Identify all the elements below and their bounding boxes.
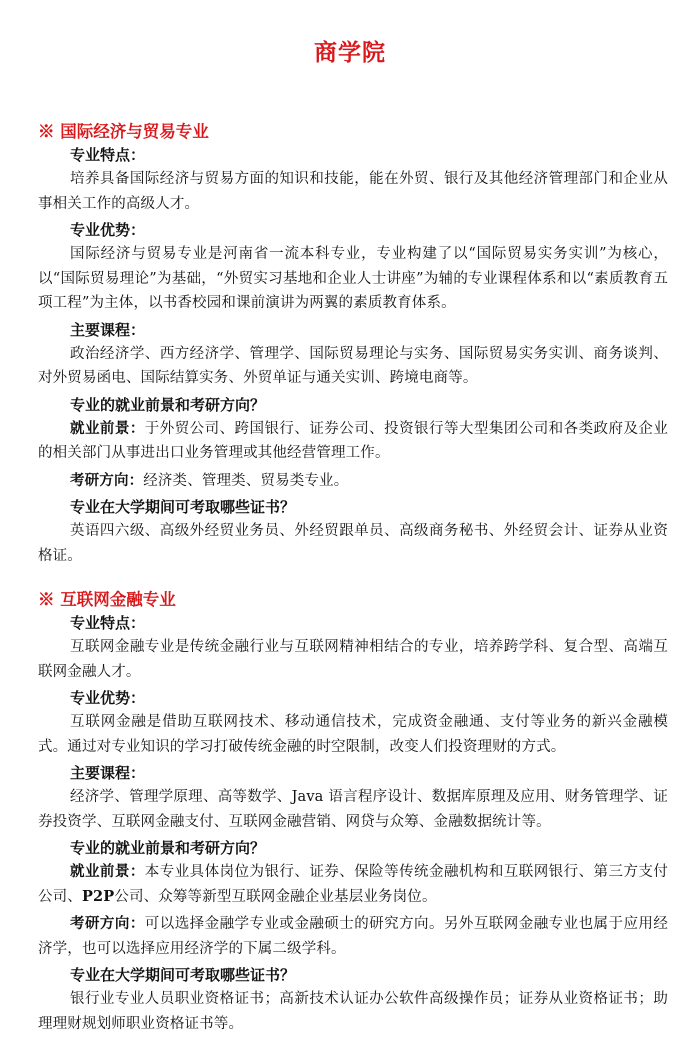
employment-text: 于外贸公司、跨国银行、证券公司、投资银行等大型集团公司和各类政府及企业的相关部门从事进出口业务管理或其他经营管理工作。	[38, 420, 669, 461]
courses-text: 经济学、管理学原理、高等数学、Java 语言程序设计、数据库原理及应用、财务管理学、证券投资学、互联网金融支付、互联网金融营销、网贷与众筹、金融数据统计等。	[38, 789, 668, 830]
employment-text-a: 本专业具体岗位为银行、证券、保险等传统金融机构和互联网银行、第三方支付公司、	[38, 864, 669, 905]
certs-text: 银行业专业人员职业资格证书；高新技术认证办公软件高级操作员；证券从业资格证书；助理理财规划师职业资格证书等。	[38, 991, 668, 1032]
certs-label: 专业在大学期间可考取哪些证书？	[70, 498, 296, 516]
advantages-text: 国际经济与贸易专业是河南省一流本科专业，专业构建了以“国际贸易实务实训”为核心，以“国际贸易理论”为基础，“外贸实习基地和企业人士讲座”为辅的专业课程体系和以“素质教育五项工程”为主体，以书香校园和课前演讲为两翼的素质教育体系。	[38, 246, 668, 311]
prospects-label: 专业的就业前景和考研方向？	[70, 395, 266, 414]
graduate-lead: 考研方向：	[70, 471, 144, 489]
employment-lead: 就业前景：	[70, 863, 145, 880]
graduate-text: 可以选择金融学专业或金融硕士的研究方向。另外互联网金融专业也属于应用经济学，也可以选择应用经济学的下属二级学科。	[38, 916, 669, 957]
employment-lead: 就业前景：	[70, 419, 145, 437]
features-label: 专业特点：	[70, 146, 146, 164]
section-internet-finance	[38, 588, 668, 1039]
employment-paragraph	[38, 860, 668, 909]
graduate-lead: 考研方向：	[70, 915, 145, 932]
features-text: 互联网金融专业是传统金融行业与互联网精神相结合的专业，培养跨学科、复合型、高端互联网金融人才。	[38, 639, 668, 680]
graduate-paragraph	[38, 912, 668, 961]
employment-text-b: 公司、众筹等新型互联网金融企业基层业务岗位。	[114, 888, 437, 905]
graduate-text: 经济类、管理类、贸易类专业。	[143, 472, 349, 489]
prospects-label: 专业的就业前景和考研方向？	[70, 839, 266, 857]
certs-label: 专业在大学期间可考取哪些证书？	[70, 966, 296, 984]
section-heading: ※ 互联网金融专业	[38, 590, 176, 609]
advantages-label: 专业优势：	[70, 221, 146, 239]
features-text: 培养具备国际经济与贸易方面的知识和技能，能在外贸、银行及其他经济管理部门和企业从事相关工作的高级人才。	[38, 171, 668, 212]
employment-paragraph	[38, 417, 668, 466]
courses-text: 政治经济学、西方经济学、管理学、国际贸易理论与实务、国际贸易实务实训、商务谈判、对外贸易函电、国际结算实务、外贸单证与通关实训、跨境电商等。	[38, 345, 668, 386]
courses-label: 主要课程：	[70, 764, 146, 782]
graduate-paragraph	[38, 469, 668, 494]
page-title: 商学院	[314, 39, 386, 66]
advantages-text: 互联网金融是借助互联网技术、移动通信技术，完成资金融通、支付等业务的新兴金融模式。通过对专业知识的学习打破传统金融的时空限制，改变人们投资理财的方式。	[38, 714, 668, 755]
section-heading: ※ 国际经济与贸易专业	[38, 122, 209, 141]
certs-text: 英语四六级、高级外经贸业务员、外经贸跟单员、高级商务秘书、外经贸会计、证券从业资格证。	[38, 523, 668, 564]
section-international-trade	[38, 120, 668, 571]
advantages-label: 专业优势：	[70, 689, 146, 707]
features-label: 专业特点：	[70, 614, 146, 632]
employment-p2p: P2P	[81, 887, 115, 905]
courses-label: 主要课程：	[70, 320, 146, 339]
